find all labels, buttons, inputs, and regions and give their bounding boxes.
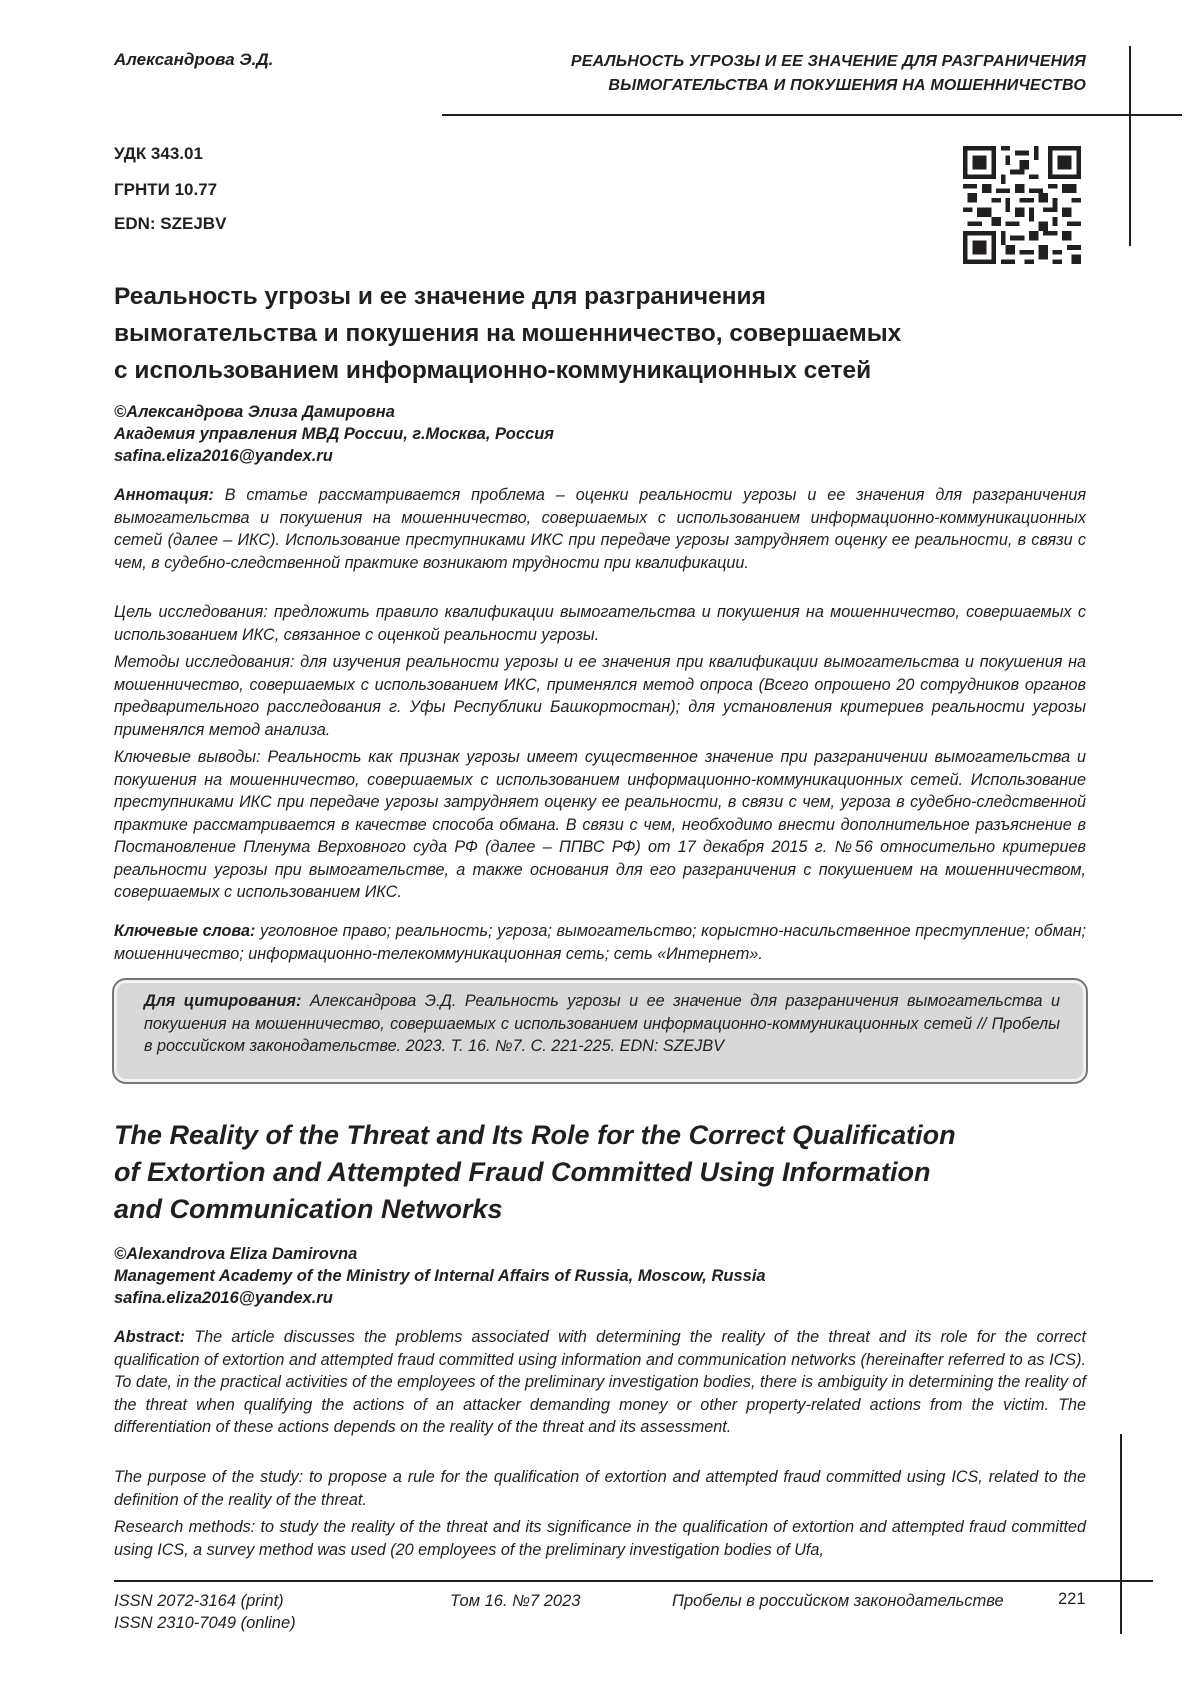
- article-title-en-line2: of Extortion and Attempted Fraud Committed Using Information: [114, 1157, 931, 1187]
- footer-rule: [114, 1580, 1153, 1582]
- abstract-label-en: Abstract:: [114, 1328, 186, 1346]
- qr-code-icon: [963, 146, 1081, 264]
- abstract-label-ru: Аннотация:: [114, 486, 214, 504]
- edn-code: EDN: SZEJBV: [114, 214, 227, 233]
- author-block-ru: [114, 401, 554, 467]
- citation-text: [144, 990, 1060, 1058]
- methods-ru: Методы исследования: для изучения реальности угрозы и ее значения при квалификации вымогательства и покушения на мошенничество, совершаемых с использованием ИКС, применялся метод опроса (Всего опрошено 20 сотрудников органов предварительного расследования г. Уфы Республики Башкортостан); для установления критериев реальности угрозы применялся метод анализа.: [114, 653, 1086, 739]
- footer-issn-online: ISSN 2310-7049 (online): [114, 1614, 296, 1632]
- citation-label: Для цитирования:: [144, 992, 302, 1010]
- running-header-title-line1: РЕАЛЬНОСТЬ УГРОЗЫ И ЕЕ ЗНАЧЕНИЕ ДЛЯ РАЗГРАНИЧЕНИЯ: [570, 53, 1086, 70]
- author-affiliation-ru: Академия управления МВД России, г.Москва, Россия: [114, 425, 555, 443]
- keywords-label-ru: Ключевые слова:: [114, 922, 256, 940]
- citation-body: Александрова Э.Д. Реальность угрозы и ее значение для разграничения вымогательства и покушения на мошенничество, совершаемых с использованием информационно-коммуникационных сетей // Пробелы в российском законодательстве. 2023. Т. 16. №7. С. 221-225. EDN: SZEJBV: [144, 992, 1060, 1055]
- keywords-ru: [114, 920, 1086, 965]
- article-title-en: [114, 1117, 1014, 1228]
- grnti-code: ГРНТИ 10.77: [114, 180, 218, 199]
- udk-code: УДК 343.01: [114, 144, 203, 163]
- abstract-text-ru: В статье рассматривается проблема – оценки реальности угрозы и ее значения для разграничения вымогательства и покушения на мошенничество, совершаемых с использованием информационно-коммуникационных сетей (далее – ИКС). Использование преступниками ИКС при передаче угрозы затрудняет оценку ее реальности, в связи с чем, в судебно-следственной практике возникают трудности при квалификации.: [114, 486, 1086, 572]
- page-number: 221: [1058, 1590, 1086, 1608]
- methods-en: Research methods: to study the reality of the threat and its significance in the qualification of extortion and attempted fraud committed using ICS, a survey method was used (20 employees of the preliminary investigation bodies of Ufa,: [114, 1518, 1086, 1559]
- footer-volume: Том 16. №7 2023: [450, 1592, 581, 1610]
- footer-issn: [114, 1590, 296, 1634]
- running-header-title: [466, 50, 1086, 98]
- conclusions-ru: Ключевые выводы: Реальность как признак угрозы имеет существенное значение при разграничении вымогательства и покушения на мошенничество, совершаемых с использованием информационно-коммуникационных сетей. Использование преступниками ИКС при передаче угрозы затрудняет оценку ее реальности, в связи с чем, угроза в судебно-следственной практике рассматривается в качестве способа обмана. В связи с чем, необходимо внести дополнительное разъяснение в Постановление Пленума Верховного суда РФ (далее – ППВС РФ) от 17 декабря 2015 г. №56 относительно критериев реальности угрозы при вымогательстве, а также основания для его разграничения с покушением на мошенничеством, совершаемых с использованием ИКС.: [114, 748, 1086, 901]
- article-title-en-line3: and Communication Networks: [114, 1194, 503, 1224]
- purpose-ru: Цель исследования: предложить правило квалификации вымогательства и покушения на мошенничество, совершаемых с использованием ИКС, связанное с оценкой реальности угрозы.: [114, 603, 1086, 644]
- article-title-ru-line1: Реальность угрозы и ее значение для разграничения: [114, 283, 766, 310]
- header-vertical-rule: [1129, 46, 1131, 246]
- article-title-en-line1: The Reality of the Threat and Its Role for the Correct Qualification: [114, 1120, 956, 1150]
- abstract-ru: [114, 484, 1086, 574]
- author-name-en: ©Alexandrova Eliza Damirovna: [114, 1245, 358, 1263]
- keywords-text-ru: уголовное право; реальность; угроза; вымогательство; корыстно-насильственное преступление; обман; мошенничество; информационно-телекоммуникационная сеть; сеть «Интернет».: [114, 922, 1086, 963]
- running-header-title-line2: ВЫМОГАТЕЛЬСТВА И ПОКУШЕНИЯ НА МОШЕННИЧЕСТВО: [608, 77, 1086, 94]
- footer-vertical-rule: [1120, 1434, 1122, 1634]
- article-title-ru-line2: вымогательства и покушения на мошенничество, совершаемых: [114, 320, 902, 347]
- author-email-en: safina.eliza2016@yandex.ru: [114, 1289, 333, 1307]
- header-rule: [442, 114, 1182, 116]
- author-email-ru: safina.eliza2016@yandex.ru: [114, 447, 333, 465]
- abstract-en: [114, 1326, 1086, 1439]
- author-name-ru: ©Александрова Элиза Дамировна: [114, 403, 395, 421]
- article-title-ru-line3: с использованием информационно-коммуникационных сетей: [114, 357, 872, 384]
- footer-issn-print: ISSN 2072-3164 (print): [114, 1592, 284, 1610]
- running-header-author: Александрова Э.Д.: [114, 50, 274, 69]
- purpose-en: The purpose of the study: to propose a rule for the qualification of extortion and attempted fraud committed using ICS, related to the definition of the reality of the threat.: [114, 1468, 1086, 1509]
- citation-box: [112, 978, 1088, 1084]
- abstract-text-en: The article discusses the problems associated with determining the reality of the threat and its role for the correct qualification of extortion and attempted fraud committed using information and communication networks (hereinafter referred to as ICS). To date, in the practical activities of the employees of the preliminary investigation bodies, there is ambiguity in determining the reality of the threat when qualifying the actions of an attacker demanding money or other property-related actions from the victim. The differentiation of these actions depends on the reality of the threat and its assessment.: [114, 1328, 1086, 1436]
- article-title-ru: [114, 278, 1014, 389]
- author-affiliation-en: Management Academy of the Ministry of Internal Affairs of Russia, Moscow, Russia: [114, 1267, 766, 1285]
- footer-journal: Пробелы в российском законодательстве: [672, 1592, 1004, 1610]
- author-block-en: [114, 1243, 766, 1309]
